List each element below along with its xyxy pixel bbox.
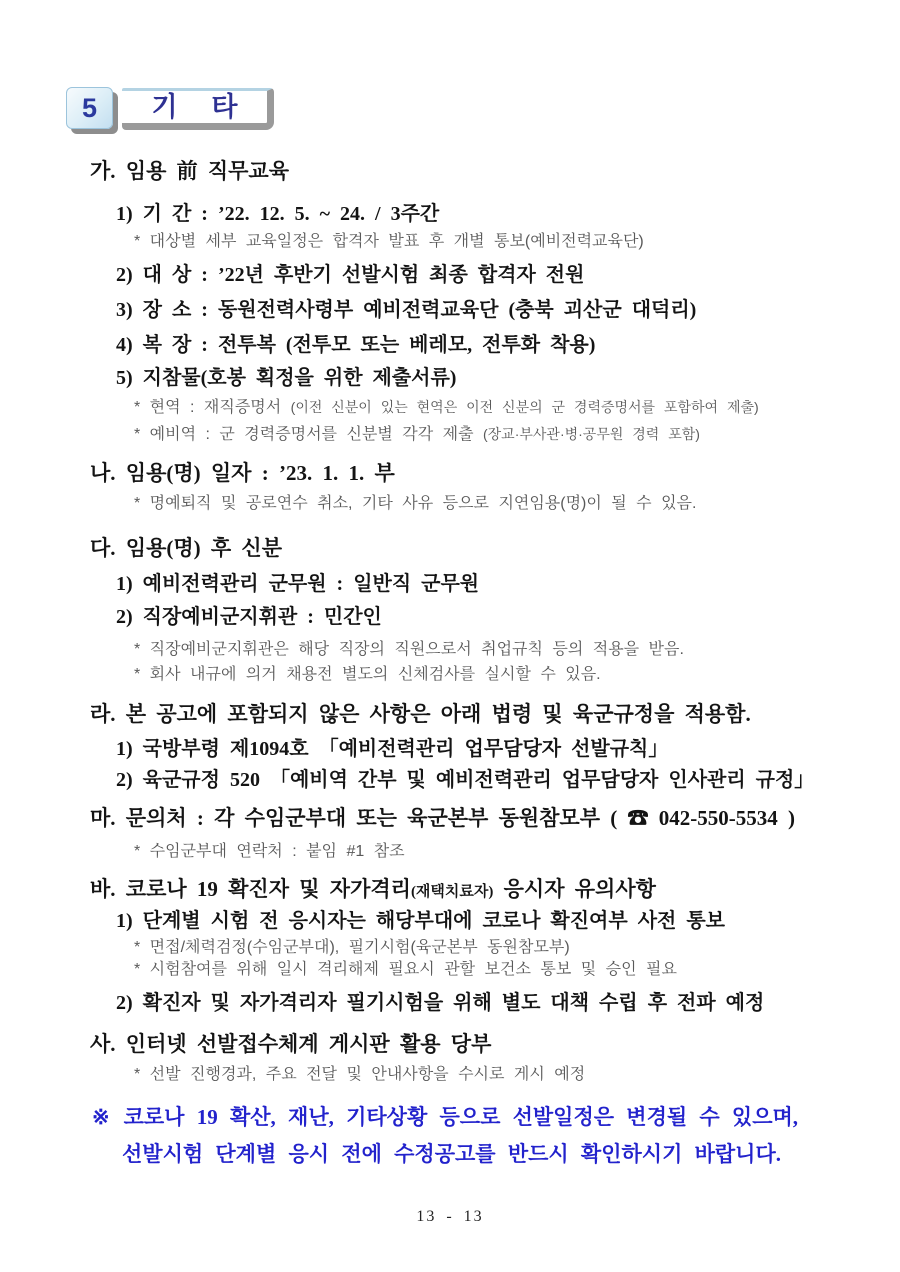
section-ga-item-5: 5) 지참물(호봉 획정을 위한 제출서류)	[116, 367, 457, 389]
heading-text: 마. 문의처 : 각 수임군부대 또는 육군본부 동원참모부 (	[90, 806, 628, 830]
phone-icon: ☎	[627, 806, 649, 830]
section-ba-note-2: * 시험참여를 위해 일시 격리해제 필요시 관할 보건소 통보 및 승인 필요	[134, 961, 677, 978]
section-ga-item-3: 3) 장 소 : 동원전력사령부 예비전력교육단 (충북 괴산군 대덕리)	[116, 299, 697, 321]
heading-text: 바. 코로나 19 확진자 및 자가격리	[90, 877, 411, 901]
section-ga-note-2	[134, 394, 759, 417]
notice-line-2: 선발시험 단계별 응시 전에 수정공고를 반드시 확인하시기 바랍니다.	[122, 1142, 782, 1166]
section-ba-item-2: 2) 확진자 및 자가격리자 필기시험을 위해 별도 대책 수립 후 전파 예정	[116, 992, 765, 1014]
notice-line-1	[92, 1101, 798, 1131]
page-number: 13 - 13	[416, 1208, 484, 1225]
section-ra-item-1: 1) 국방부령 제1094호 「예비전력관리 업무담당자 선발규칙」	[116, 738, 669, 760]
section-ma-heading	[90, 802, 795, 832]
section-da-note-1: * 직장예비군지휘관은 해당 직장의 직원으로서 취업규칙 등의 적용을 받음.	[134, 641, 684, 658]
section-da-item-1: 1) 예비전력관리 군무원 : 일반직 군무원	[116, 573, 480, 595]
heading-text: 042-550-5534 )	[648, 806, 795, 830]
section-da-note-2: * 회사 내규에 의거 채용전 별도의 신체검사를 실시할 수 있음.	[134, 666, 601, 683]
section-number-badge: 5	[66, 87, 113, 129]
heading-detail: (재택치료자)	[410, 884, 494, 900]
section-ga-item-1: 1) 기 간 : ’22. 12. 5. ~ 24. / 3주간	[116, 203, 440, 225]
note-text: * 현역 : 재직증명서	[134, 399, 291, 416]
reference-mark-icon: ※	[92, 1105, 110, 1129]
section-title: 기 타	[122, 88, 274, 130]
section-ga-note-1: * 대상별 세부 교육일정은 합격자 발표 후 개별 통보(예비전력교육단)	[134, 233, 644, 250]
section-ba-note-1: * 면접/체력검정(수임군부대), 필기시험(육군본부 동원참모부)	[134, 939, 570, 956]
section-da-heading: 다. 임용(명) 후 신분	[90, 536, 282, 560]
section-ga-item-2: 2) 대 상 : ’22년 후반기 선발시험 최종 합격자 전원	[116, 264, 585, 286]
note-text: * 예비역 : 군 경력증명서를 신분별 각각 제출	[134, 426, 483, 443]
notice-text: 코로나 19 확산, 재난, 기타상황 등으로 선발일정은 변경될 수 있으며,	[123, 1105, 799, 1129]
section-ra-heading: 라. 본 공고에 포함되지 않은 사항은 아래 법령 및 육군규정을 적용함.	[90, 702, 751, 726]
section-na-heading: 나. 임용(명) 일자 : ’23. 1. 1. 부	[90, 461, 395, 485]
section-ga-heading: 가. 임용 前 직무교육	[90, 159, 290, 183]
section-ba-heading	[90, 873, 656, 903]
section-ga-item-4: 4) 복 장 : 전투복 (전투모 또는 베레모, 전투화 착용)	[116, 334, 596, 356]
section-ma-note-1: * 수임군부대 연락처 : 붙임 #1 참조	[134, 843, 405, 860]
section-ra-item-2: 2) 육군규정 520 「예비역 간부 및 예비전력관리 업무담당자 인사관리 규정」	[116, 769, 815, 791]
note-detail: (장교·부사관·병·공무원 경력 포함)	[483, 426, 700, 442]
note-detail: (이전 신분이 있는 현역은 이전 신분의 군 경력증명서를 포함하여 제출)	[290, 399, 759, 415]
section-da-item-2: 2) 직장예비군지휘관 : 민간인	[116, 606, 382, 628]
section-sa-note-1: * 선발 진행경과, 주요 전달 및 안내사항을 수시로 게시 예정	[134, 1066, 586, 1083]
section-sa-heading: 사. 인터넷 선발접수체계 게시판 활용 당부	[90, 1032, 492, 1056]
section-ga-note-3	[134, 421, 700, 444]
heading-text: 응시자 유의사항	[493, 877, 656, 901]
section-ba-item-1: 1) 단계별 시험 전 응시자는 해당부대에 코로나 확진여부 사전 통보	[116, 910, 725, 932]
section-na-note-1: * 명예퇴직 및 공로연수 취소, 기타 사유 등으로 지연임용(명)이 될 수 있음.	[134, 495, 697, 512]
